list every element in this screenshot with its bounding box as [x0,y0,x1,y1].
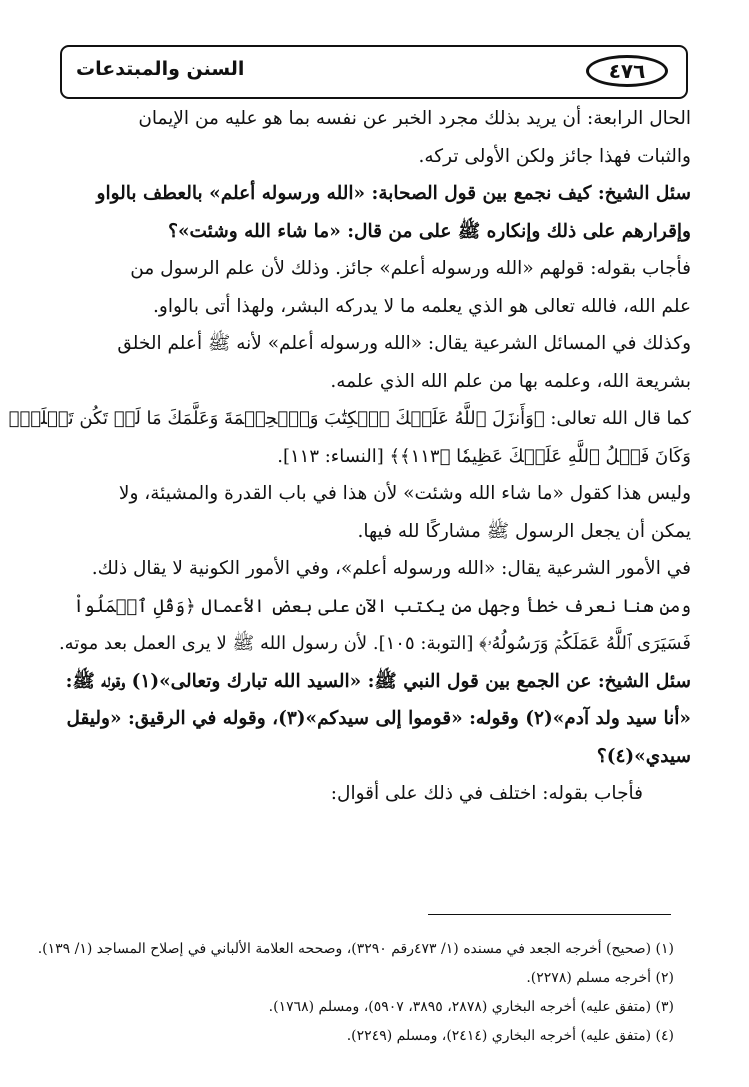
footnote: (٢) أخرجه مسلم (٢٢٧٨). [526,970,674,986]
footnote: (١) (صحيح) أخرجه الجعد في مسنده (١/ ٤٧٣رقم ٣٢٩٠)، وصححه العلامة الألباني في إصلاح المساجد (١/ ١٣٩). [37,941,674,957]
text-line: «أنا سيد ولد آدم»(٢) وقوله: «قوموا إلى سيدكم»(٣)، وقوله في الرقيق: «وليقل [66,708,691,729]
text-line: الحال الرابعة: أن يريد بذلك مجرد الخبر عن نفسه بما هو عليه من الإيمان [138,108,691,129]
text-line: وليس هذا كقول «ما شاء الله وشئت» لأن هذا في باب القدرة والمشيئة، ولا [118,483,691,504]
text-line: يمكن أن يجعل الرسول ﷺ مشاركًا لله فيها. [357,520,691,542]
page-header [60,45,688,99]
page-number: ٤٧٦ [586,55,668,87]
text-line: وإقرارهم على ذلك وإنكاره ﷺ على من قال: «ما شاء الله وشئت»؟ [168,220,691,242]
page-body [8,100,691,813]
text-line: وَكَانَ فَضۡلُ ٱللَّهِ عَلَيۡكَ عَظِيمٗا ﴿١١٣﴾﴾ [النساء: ١١٣]. [277,445,691,467]
text-line: كما قال الله تعالى: ﴿وَأَنزَلَ ٱللَّهُ عَلَيۡكَ ٱلۡكِتَٰبَ وَٱلۡحِكۡمَةَ وَعَلَّمَكَ مَا لَمۡ تَكُن تَعۡلَمُۚ [8,408,691,429]
text-line: سئل الشيخ: كيف نجمع بين قول الصحابة: «الله ورسوله أعلم» بالعطف بالواو [96,183,691,204]
footnote: (٤) (متفق عليه) أخرجه البخاري (٢٤١٤)، ومسلم (٢٢٤٩). [346,1028,674,1044]
text-line: سيدي»(٤)؟ [596,745,691,767]
text-line: فأجاب بقوله: قولهم «الله ورسوله أعلم» جائز. وذلك لأن علم الرسول من [130,258,691,279]
text-line: في الأمور الشرعية يقال: «الله ورسوله أعلم»، وفي الأمور الكونية لا يقال ذلك. [91,558,691,579]
footnote-divider [428,914,671,915]
text-line: سئل الشيخ: عن الجمع بين قول النبي ﷺ: «السيد الله تبارك وتعالى»(١) وقوله ﷺ: [65,670,691,692]
text-line: والثبات فهذا جائز ولكن الأولى تركه. [418,145,691,167]
text-line: فأجاب بقوله: اختلف في ذلك على أقوال: [330,783,643,804]
running-title: السنن والمبتدعات [76,58,245,80]
text-line: فَسَيَرَى ٱللَّهُ عَمَلَكُمۡ وَرَسُولُهُۥ﴾ [التوبة: ١٠٥]. لأن رسول الله ﷺ لا يرى العمل بعد موته. [58,633,691,654]
footnotes [37,935,674,1051]
footnote: (٣) (متفق عليه) أخرجه البخاري (٢٨٧٨، ٣٨٩٥، ٥٩٠٧)، ومسلم (١٧٦٨). [268,999,674,1015]
text-line: علم الله، فالله تعالى هو الذي يعلمه ما لا يدركه البشر، ولهذا أتى بالواو. [153,295,691,317]
text-line: بشريعة الله، وعلمه بها من علم الله الذي علمه. [330,370,691,392]
text-line: وكذلك في المسائل الشرعية يقال: «الله ورسوله أعلم» لأنه ﷺ أعلم الخلق [117,333,691,354]
text-line: ومن هنا نعرف خطأ وجهل من يكتب الآن على بعض الأعمال ﴿وَقُلِ ٱعۡمَلُواْ [73,595,691,617]
